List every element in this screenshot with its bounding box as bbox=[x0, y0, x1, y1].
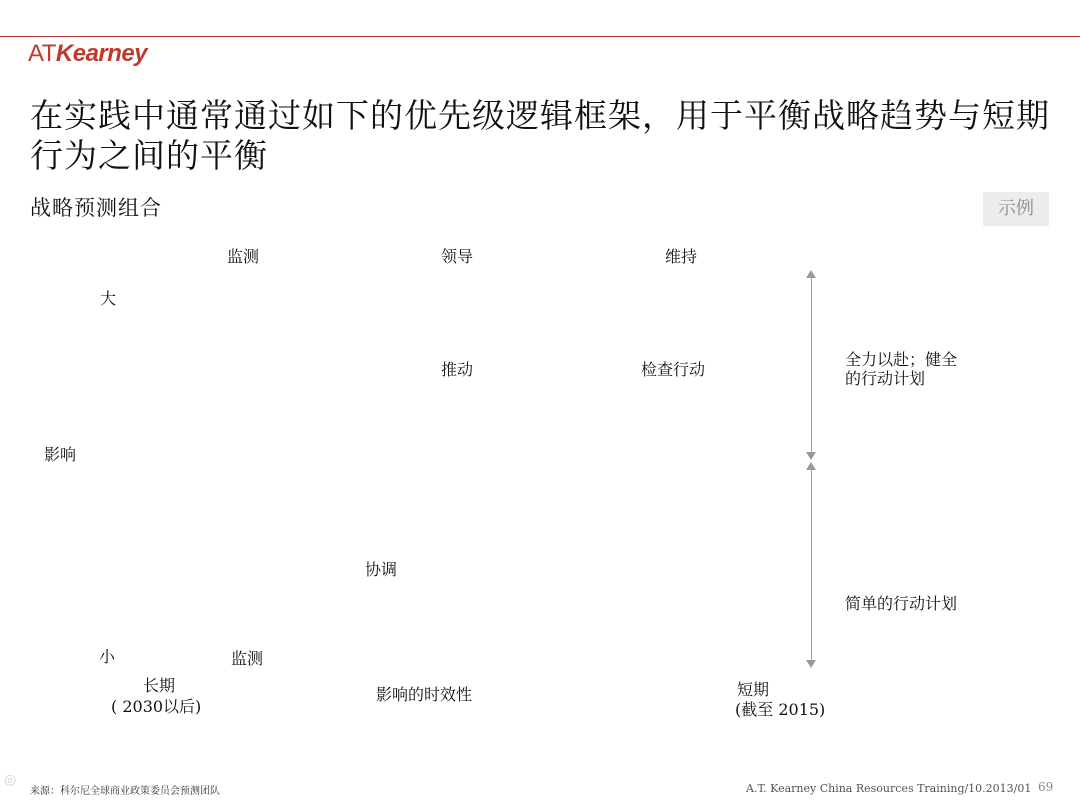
x-axis-right-line2: (截至 2015) bbox=[735, 700, 826, 719]
x-axis-label: 影响的时效性 bbox=[376, 685, 473, 704]
cell-top-monitor: 监测 bbox=[227, 247, 260, 266]
cell-check-action: 检查行动 bbox=[641, 360, 706, 379]
x-axis-right-line1: 短期 bbox=[737, 680, 770, 699]
upper-arrow-line bbox=[811, 276, 812, 454]
watermark-icon: ◎ bbox=[4, 772, 17, 788]
cell-top-maintain: 维持 bbox=[665, 247, 698, 266]
slide-subtitle: 战略预测组合 bbox=[30, 196, 162, 220]
x-axis-left-line2: ( 2030以后) bbox=[111, 697, 202, 716]
page-number: 69 bbox=[1038, 780, 1054, 794]
upper-arrow-head-down bbox=[806, 452, 816, 460]
footer-credit: A.T. Kearney China Resources Training/10.2013/01 bbox=[746, 782, 1032, 795]
y-axis-low: 小 bbox=[99, 647, 116, 666]
note-upper: 全力以赴；健全的行动计划 bbox=[845, 350, 958, 388]
footer-source: 来源：科尔尼全球商业政策委员会预测团队 bbox=[30, 786, 220, 797]
y-axis-high: 大 bbox=[100, 289, 117, 308]
y-axis-label: 影响 bbox=[44, 445, 77, 464]
cell-push: 推动 bbox=[441, 360, 474, 379]
lower-arrow-line bbox=[811, 468, 812, 662]
cell-bottom-monitor: 监测 bbox=[231, 649, 264, 668]
lower-arrow-head-down bbox=[806, 660, 816, 668]
cell-top-lead: 领导 bbox=[441, 247, 474, 266]
brand-logo: ATKearney bbox=[28, 40, 148, 67]
cell-coordinate: 协调 bbox=[365, 560, 398, 579]
example-badge: 示例 bbox=[983, 192, 1049, 226]
note-lower: 简单的行动计划 bbox=[845, 594, 958, 613]
x-axis-left-line1: 长期 bbox=[143, 676, 176, 695]
slide-title: 在实践中通常通过如下的优先级逻辑框架，用于平衡战略趋势与短期行为之间的平衡 bbox=[30, 96, 1050, 175]
top-rule bbox=[0, 36, 1080, 37]
